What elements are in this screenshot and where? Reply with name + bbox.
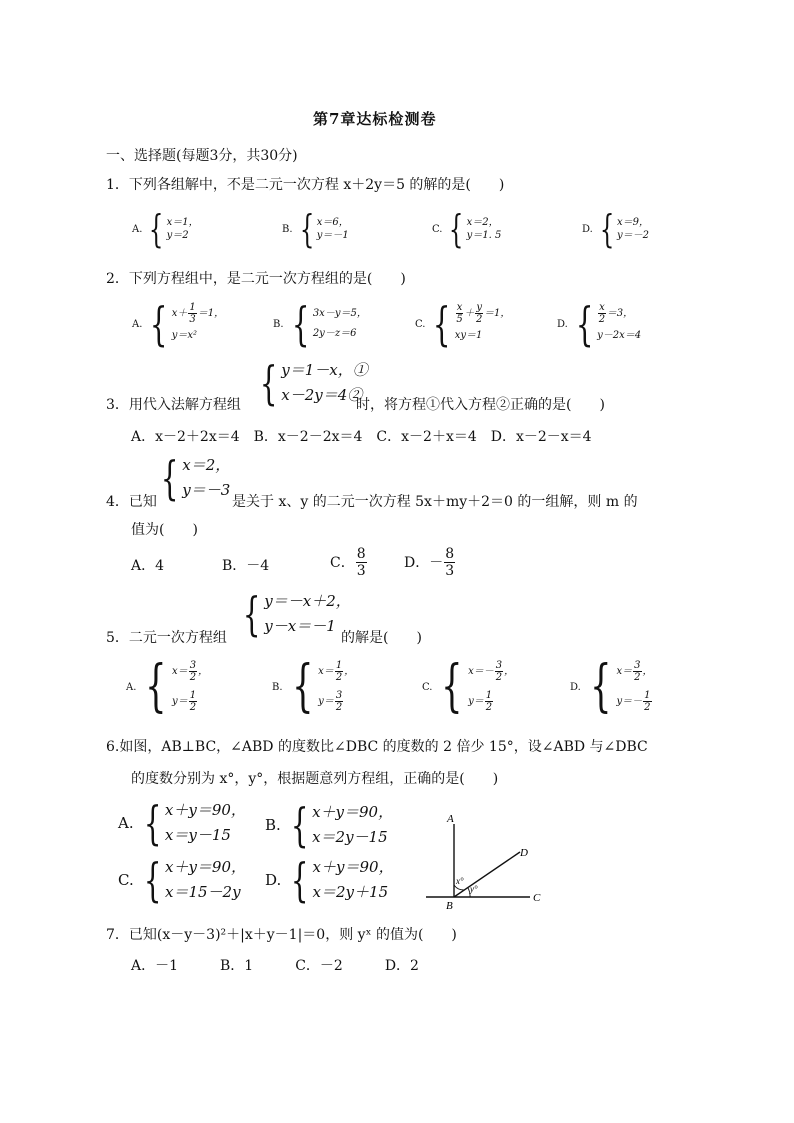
eq-text: y＝ [318,696,334,707]
eq-line: x＋y＝90， [165,858,247,876]
question-7-options[interactable]: A．－1 B．1 C．－2 D．2 [131,958,419,974]
eq-line [172,687,208,717]
question-5-suffix: 的解是( ) [341,630,422,646]
option-label: C. [422,681,433,693]
denominator: 3 [445,563,455,579]
brace-symbol: { [150,297,168,351]
option-label: B. [272,681,283,693]
numerator: 8 [445,546,455,562]
denominator: 2 [495,672,503,683]
q5-option-c[interactable] [422,654,515,719]
eq-line: x＝2， [182,456,231,474]
eq-line [455,302,511,325]
eq-line: x＝2y－15 [312,828,388,846]
eq-line: x－2y＝4② [281,386,363,404]
eq-text: ， [344,666,355,677]
brace-symbol: { [290,798,309,852]
q3-system [254,358,368,408]
brace-symbol: { [160,451,179,505]
eq-line [172,657,208,687]
numerator: 1 [189,690,197,701]
page-title: 第7章达标检测卷 [313,110,437,128]
label-b: B [446,900,453,912]
eq-text: ＝3， [606,307,634,319]
fraction [598,302,606,325]
q6-option-a[interactable] [118,798,246,848]
denominator: 2 [189,672,197,683]
eq-line: x＝1， [166,217,199,228]
eq-line: 2y－z＝6 [312,328,357,339]
numerator: 3 [335,690,343,701]
eq-line: y＝x² [171,329,197,341]
eq-line: y＝1. 5 [466,230,502,241]
eq-line: y＝－1 [316,230,349,241]
brace-symbol: { [259,356,278,410]
brace-symbol: { [291,297,309,351]
eq-text: y＝－ [616,696,643,707]
fraction [444,546,455,579]
question-6-line2: 的度数分别为 x°，y°，根据题意列方程组，正确的是( ) [131,771,499,787]
question-3-suffix: 时，将方程①代入方程②正确的是( ) [356,397,605,413]
option-label: C． [330,554,355,571]
option-label: D．－ [404,554,444,571]
numerator: 1 [335,660,343,671]
brace-symbol: { [299,207,314,251]
label-d: D [520,847,528,859]
numerator: x [456,301,463,313]
eq-text: y＝ [468,696,484,707]
eq-text: ， [198,666,209,677]
numerator: 3 [189,660,197,671]
eq-line [597,302,641,325]
denominator: 2 [485,702,493,713]
question-6-line1: 6.如图，AB⊥BC，∠ABD 的度数比∠DBC 的度数的 2 倍少 15°，设∠ABD 与∠DBC [106,739,648,755]
numerator: 1 [189,301,196,313]
q5-option-b[interactable] [272,654,355,719]
q2-option-b[interactable] [273,297,367,351]
denominator: 2 [476,313,483,325]
denominator: 2 [644,702,651,713]
eq-line: y－x＝－1 [264,617,336,635]
q4-option-a[interactable]: A．4 [131,558,165,574]
q1-option-d[interactable] [582,207,650,251]
eq-line: xy＝1 [454,329,483,341]
eq-line: x＋y＝90， [312,858,394,876]
denominator: 2 [335,702,343,713]
numerator: 1 [644,690,651,701]
fraction [495,660,503,683]
brace-symbol: { [145,654,167,719]
option-label: A. [118,814,134,832]
eq-line: y＝2 [166,230,189,241]
question-5-prefix: 5．二元一次方程组 [106,630,227,646]
question-4-line2: 值为( ) [131,522,198,538]
brace-symbol: { [291,853,309,907]
question-2-stem: 2．下列方程组中，是二元一次方程组的是( ) [106,271,406,287]
eq-text: ＝1， [484,307,511,319]
brace-symbol: { [441,654,463,719]
q5-option-d[interactable] [570,654,653,719]
q2-option-c[interactable] [415,297,511,351]
eq-text: x＝ [616,666,633,677]
q4-option-d[interactable] [404,546,456,579]
eq-line: x＝9， [617,217,650,228]
numerator: 1 [485,690,493,701]
eq-line: y＝1－x，① [281,361,368,379]
eq-text: ＝1， [197,307,225,319]
label-c: C [533,892,541,904]
denominator: 2 [189,702,197,713]
fraction [475,302,483,325]
brace-symbol: { [242,587,261,641]
brace-symbol: { [433,297,451,351]
eq-line [468,657,514,687]
fraction [485,690,493,713]
eq-line: x＝2y＋15 [312,883,389,901]
q6-option-d[interactable] [265,855,394,905]
eq-line [468,687,514,717]
eq-line: x＝15－2y [165,883,241,901]
q1-option-b[interactable] [282,207,349,251]
question-3-options[interactable]: A．x－2＋2x＝4 B．x－2－2x＝4 C．x－2＋x＝4 D．x－2－x＝4 [131,429,592,445]
option-label: C. [432,223,443,235]
eq-line [616,687,652,717]
option-label: D. [582,223,593,235]
angle-figure [420,812,555,914]
denominator: 2 [598,313,606,325]
option-label: C. [118,871,134,889]
brace-symbol: { [449,207,464,251]
eq-line: x＋y＝90， [164,801,246,819]
numerator: 8 [356,546,366,562]
numerator: 3 [495,660,503,671]
q4-option-c[interactable] [330,546,368,579]
eq-text: x＝ [318,666,334,677]
label-y: y° [470,884,478,894]
q6-option-c[interactable] [118,855,246,905]
option-label: D. [570,681,581,693]
fraction [633,660,641,683]
eq-text: x＋ [171,307,188,319]
q5-system [237,589,351,639]
denominator: 5 [456,313,463,325]
denominator: 3 [356,563,366,579]
option-label: A. [132,318,143,330]
brace-symbol: { [143,796,162,850]
eq-line: x＝y－15 [164,826,231,844]
denominator: 2 [335,672,343,683]
eq-line: y－2x＝4 [597,329,642,341]
denominator: 2 [634,672,641,683]
fraction [335,690,343,713]
q2-option-d[interactable] [557,297,642,351]
section-heading: 一、选择题(每题3分，共30分) [106,148,298,164]
option-label: B. [273,318,284,330]
question-4-suffix: 是关于 x、y 的二元一次方程 5x＋my＋2＝0 的一组解，则 m 的 [232,494,638,510]
brace-symbol: { [149,207,164,251]
eq-line: y＝－2 [617,230,650,241]
numerator: x [599,301,605,313]
option-label: B. [282,223,293,235]
eq-text: ， [642,666,653,677]
option-label: A. [126,681,137,693]
option-label: D. [557,318,568,330]
question-7-stem: 7．已知(x－y－3)²＋|x＋y－1|＝0，则 yˣ 的值为( ) [106,927,457,943]
option-label: C. [415,318,426,330]
eq-line [616,657,652,687]
fraction [643,690,651,713]
eq-line: x＝2， [466,217,499,228]
fraction [456,302,464,325]
eq-text: x＝－ [468,666,494,677]
q4-option-b[interactable]: B．－4 [222,558,270,574]
q4-system [155,453,230,503]
eq-line: x＝6， [316,217,349,228]
eq-text: y＝ [172,696,188,707]
fraction [188,302,196,325]
label-x: x° [456,876,464,886]
option-label: B. [265,816,281,834]
numerator: 3 [634,660,641,671]
brace-symbol: { [589,654,612,719]
q6-option-b[interactable] [265,800,393,850]
option-label: A. [132,223,143,235]
eq-line: y＝－3 [182,481,231,499]
brace-symbol: { [575,297,594,351]
eq-line [318,657,354,687]
q5-option-a[interactable] [126,654,209,719]
question-1-stem: 1．下列各组解中，不是二元一次方程 x＋2y＝5 的解的是( ) [106,177,505,193]
fraction [335,660,343,683]
eq-line: x＋y＝90， [312,803,394,821]
option-label: D. [265,871,282,889]
denominator: 3 [189,313,196,325]
fraction [356,546,367,579]
eq-text: x＝ [172,666,188,677]
fraction [189,690,197,713]
eq-line: y＝－x＋2， [264,592,351,610]
question-4-prefix: 4．已知 [106,494,157,510]
numerator: y [476,301,483,313]
brace-symbol: { [291,654,314,719]
q1-option-c[interactable] [432,207,502,251]
eq-text: ＋ [464,307,475,319]
eq-line [172,302,224,325]
brace-symbol: { [143,853,162,907]
eq-text: ， [504,666,515,677]
q1-option-a[interactable] [132,207,199,251]
q2-option-a[interactable] [132,297,225,351]
eq-line [318,687,354,717]
brace-symbol: { [599,207,615,251]
eq-line: 3x－y＝5， [312,308,367,319]
question-3-prefix: 3．用代入法解方程组 [106,397,241,413]
label-a: A [447,813,454,825]
fraction [189,660,197,683]
